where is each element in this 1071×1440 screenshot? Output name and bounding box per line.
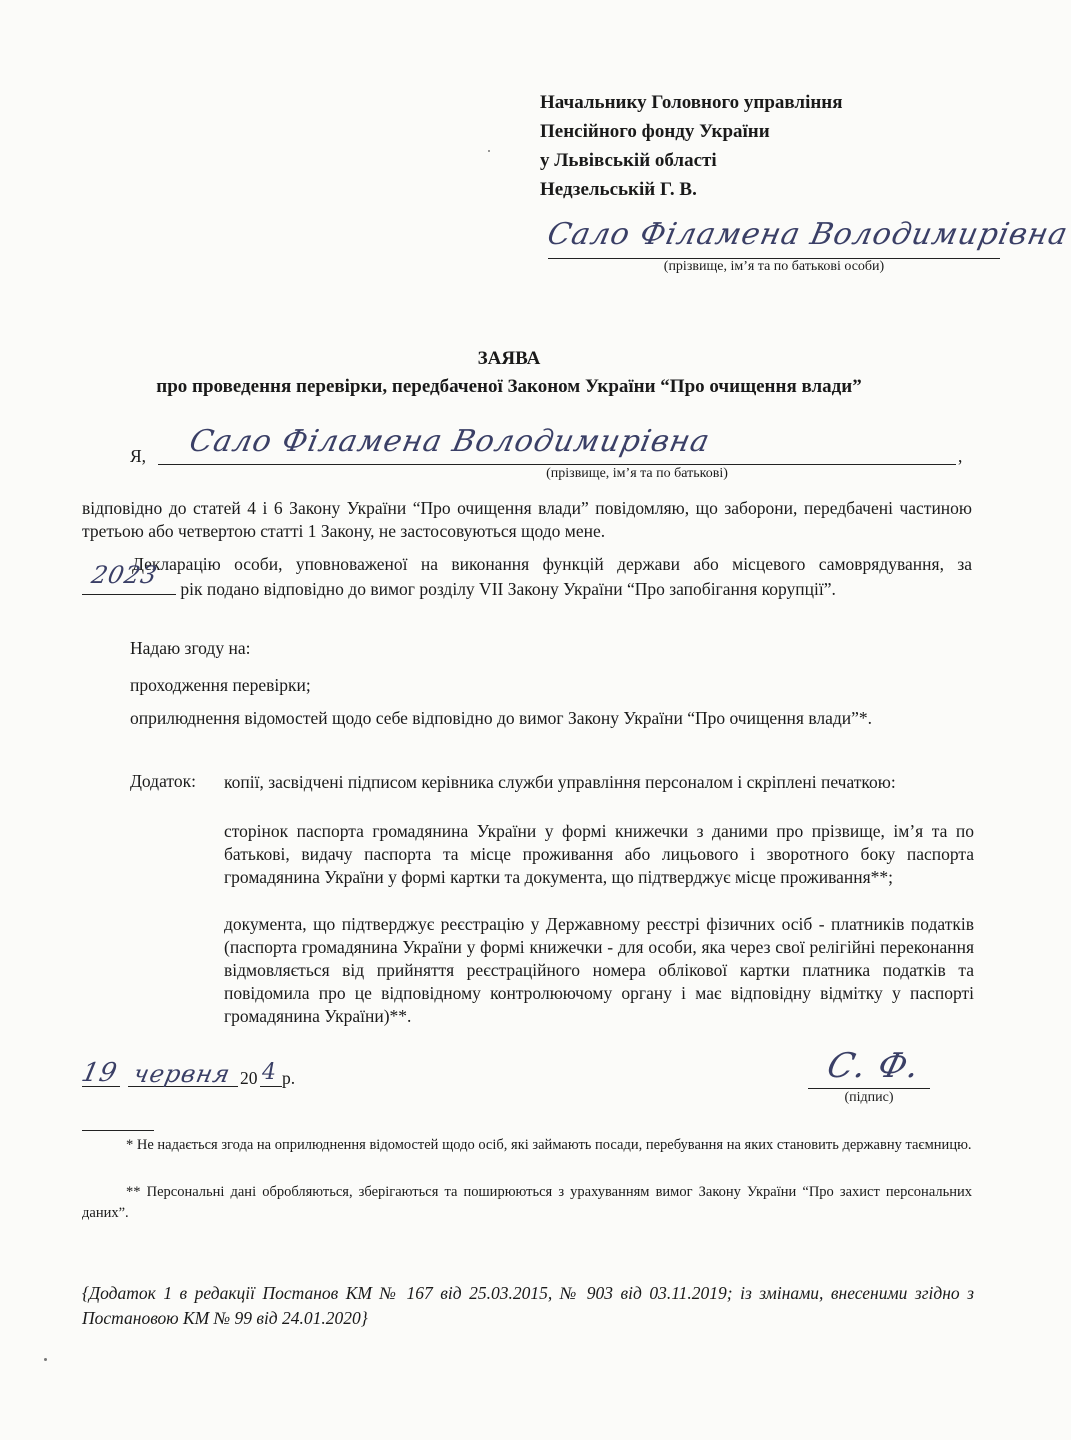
handwritten-top-name: Сало Філамена Володимирівна <box>544 217 1071 252</box>
handwritten-year: 2023 <box>89 561 161 589</box>
year-suffix-underline <box>260 1086 282 1087</box>
scan-speck <box>44 1358 47 1361</box>
paragraph-2-after: рік подано відповідно до вимог розділу VII Закону України “Про запобігання корупції”. <box>180 579 836 599</box>
ya-label: Я, <box>130 446 147 466</box>
applicant-comma: , <box>958 446 963 466</box>
paragraph-4: проходження перевірки; <box>130 675 311 695</box>
document-subtitle: про проведення перевірки, передбаченої Законом України “Про очищення влади” <box>156 376 862 397</box>
addressee-line-1: Начальнику Головного управління <box>540 92 843 113</box>
footnote-2 <box>82 1182 972 1224</box>
handwritten-month: червня <box>131 1060 234 1088</box>
applicant-caption <box>158 466 956 482</box>
scan-speck <box>488 150 490 152</box>
footnote-1-text: * Не надається згода на оприлюднення відомостей щодо осіб, які займають посади, перебування на яких становить державну таємницю. <box>126 1137 972 1153</box>
handwritten-applicant-name: Сало Філамена Володимирівна <box>186 424 714 459</box>
addressee-line-2: Пенсійного фонду України <box>540 121 770 142</box>
paragraph-3: Надаю згоду на: <box>130 638 251 658</box>
paragraph-2 <box>82 553 972 601</box>
handwritten-day: 19 <box>78 1058 121 1088</box>
applicant-underline <box>158 464 956 465</box>
addressee-block <box>540 88 990 204</box>
handwritten-signature: С. Ф. <box>823 1046 925 1086</box>
handwritten-year-suffix: 4 <box>262 1060 277 1085</box>
footnote-separator <box>82 1130 154 1131</box>
dodatok-label: Додаток: <box>130 771 196 791</box>
top-name-caption: (прізвище, ім’я та по батькові особи) <box>663 259 885 274</box>
addressee-line-4: Недзельській Г. В. <box>540 179 697 200</box>
dodatok-item-2: документа, що підтверджує реєстрацію у Державному реєстрі фізичних осіб - платників податків (паспорта громадянина України у формі книжечки - для особи, яка через свої релігійні переконання відмовляється від прийняття реєстраційного номера облікової картки платника податків та повідомила про це відповідному контролюючому органу і має відповідну відмітку у паспорті громадянина України)**. <box>224 914 974 1026</box>
paragraph-2-before: Декларацію особи, уповноваженої на виконання функцій держави або місцевого самоврядування, за <box>132 554 972 574</box>
amendment-note: {Додаток 1 в редакції Постанов КМ № 167 від 25.03.2015, № 903 від 03.11.2019; із змінами, внесеними згідно з Постановою КМ № 99 від 24.01.2020} <box>82 1283 974 1328</box>
paragraph-1: відповідно до статей 4 і 6 Закону України “Про очищення влади” повідомляю, що заборони, передбачені частиною третьою або четвертою статті 1 Закону, не застосовуються щодо мене. <box>82 498 972 541</box>
addressee-line-3: у Львівській області <box>540 150 717 171</box>
document-title: ЗАЯВА <box>477 348 541 369</box>
dodatok-intro: копії, засвідчені підписом керівника служби управління персоналом і скріплені печаткою: <box>224 772 896 792</box>
paragraph-5 <box>82 707 972 730</box>
year-field <box>82 561 176 595</box>
signature-caption: (підпис) <box>844 1090 894 1105</box>
applicant-caption-text: (прізвище, ім’я та по батькові) <box>546 466 728 481</box>
paragraph-5-text: оприлюднення відомостей щодо себе відповідно до вимог Закону України “Про очищення влади”*. <box>130 708 873 728</box>
footnote-1 <box>82 1135 972 1156</box>
dodatok-item-1: сторінок паспорта громадянина України у формі книжечки з даними про прізвище, ім’я та по батькові, видачу паспорта та місце проживання або лицьового і зворотного боку паспорта громадянина України у формі картки та документа, що підтверджує місце проживання**; <box>224 821 974 887</box>
date-year-suffix: р. <box>282 1068 296 1088</box>
date-year-prefix: 20 <box>240 1068 258 1088</box>
footnote-2-text: ** Персональні дані обробляються, зберігаються та поширюються з урахуванням вимог Закону України “Про захист персональних даних”. <box>82 1184 972 1221</box>
signature-underline <box>808 1088 930 1089</box>
